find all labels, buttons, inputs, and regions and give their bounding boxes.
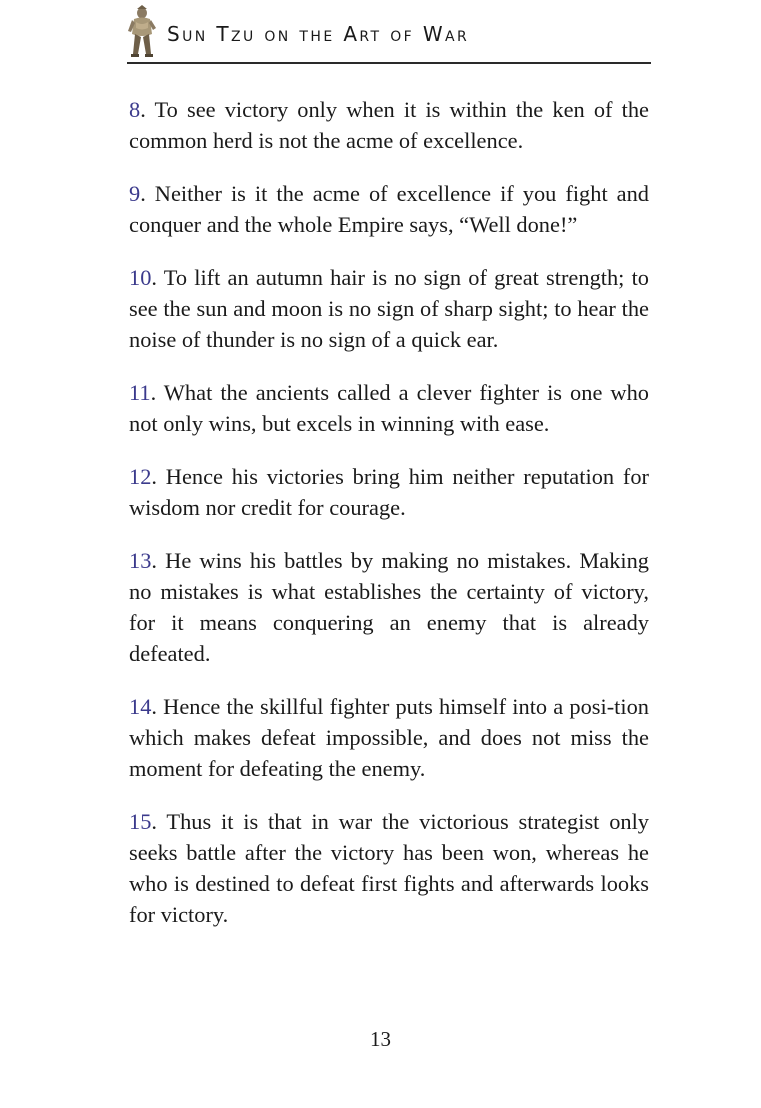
paragraph (129, 691, 649, 784)
paragraph-number: 10 (129, 265, 152, 290)
paragraph (129, 806, 649, 930)
paragraph (129, 545, 649, 669)
paragraph-text: . What the ancients called a clever fighter is one who not only wins, but excels in winning with ease. (129, 380, 649, 436)
paragraph-number: 12 (129, 464, 152, 489)
paragraph-number: 8 (129, 97, 141, 122)
paragraph-number: 14 (129, 694, 152, 719)
paragraph-number: 9 (129, 181, 141, 206)
paragraph (129, 377, 649, 439)
paragraph-text: . Thus it is that in war the victorious strategist only seeks battle after the victory has been won, whereas he who is destined to defeat first fights and afterwards looks for victory. (129, 809, 649, 927)
paragraph-text: . Neither is it the acme of excellence if you fight and conquer and the whole Empire says, “Well done!” (129, 181, 649, 237)
paragraph (129, 94, 649, 156)
paragraph (129, 461, 649, 523)
page-body (129, 94, 649, 952)
paragraph-number: 15 (129, 809, 152, 834)
paragraph (129, 262, 649, 355)
paragraph (129, 178, 649, 240)
page-number: 13 (370, 1027, 391, 1051)
paragraph-text: . Hence the skillful fighter puts himself into a posi-tion which makes defeat impossible, and does not miss the moment for defeating the enemy. (129, 694, 649, 781)
paragraph-number: 13 (129, 548, 152, 573)
paragraph-text: . He wins his battles by making no mistakes. Making no mistakes is what establishes the certainty of victory, for it means conquering an enemy that is already defeated. (129, 548, 649, 666)
page-header (127, 0, 651, 64)
warrior-figure-icon (127, 4, 157, 58)
paragraph-text: . To lift an autumn hair is no sign of great strength; to see the sun and moon is no sign of sharp sight; to hear the noise of thunder is no sign of a quick ear. (129, 265, 649, 352)
paragraph-text: . To see victory only when it is within the ken of the common herd is not the acme of excellence. (129, 97, 649, 153)
running-header-title: Sun Tzu on the Art of War (167, 22, 470, 46)
paragraph-number: 11 (129, 380, 151, 405)
paragraph-text: . Hence his victories bring him neither reputation for wisdom nor credit for courage. (129, 464, 649, 520)
